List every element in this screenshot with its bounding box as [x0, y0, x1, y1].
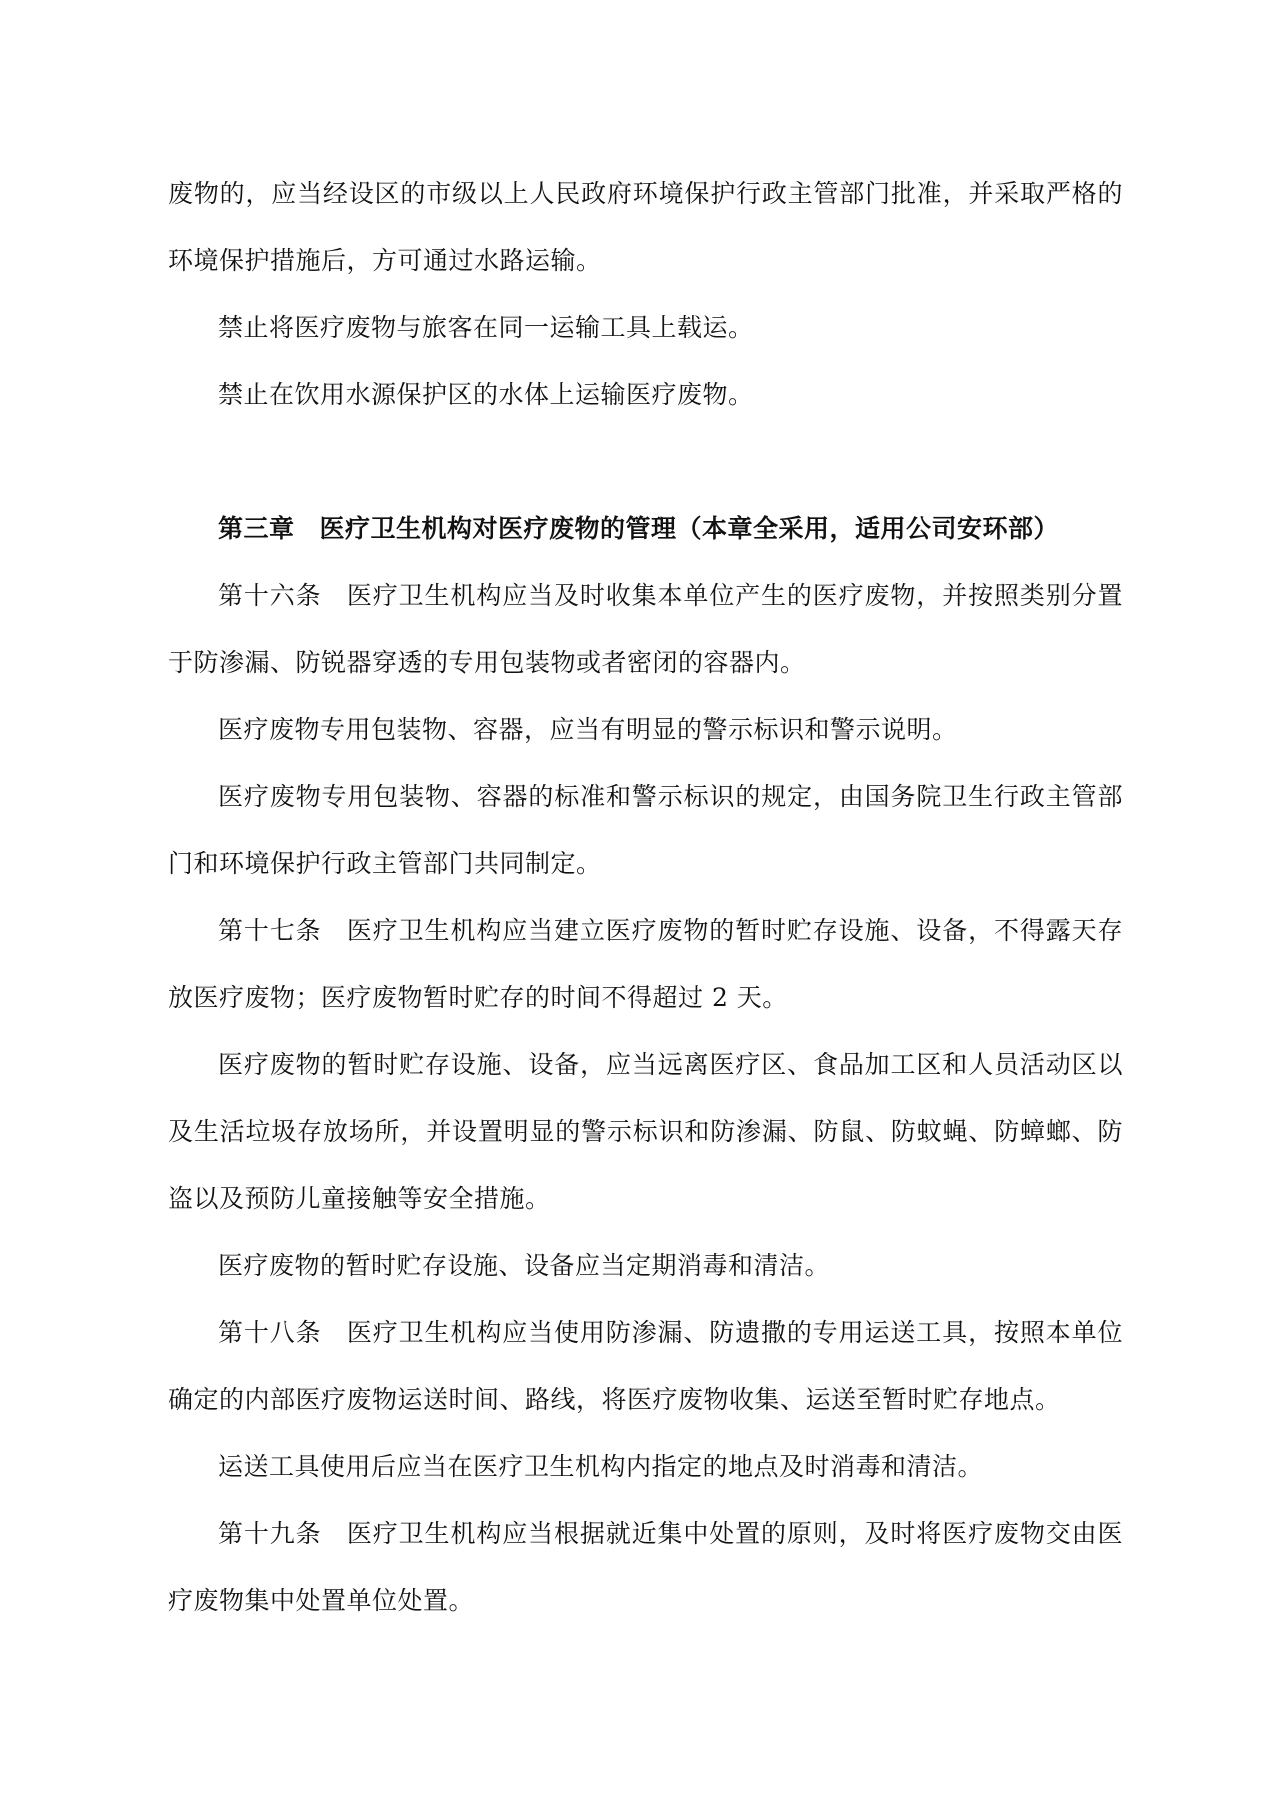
article-17	[168, 897, 1123, 1031]
paragraph: 医疗废物专用包装物、容器，应当有明显的警示标识和警示说明。	[218, 715, 958, 744]
article-19	[168, 1500, 1123, 1634]
article-number: 第十七条	[218, 916, 322, 945]
article-number: 第十六条	[218, 581, 322, 610]
paragraph: 医疗废物专用包装物、容器的标准和警示标识的规定，由国务院卫生行政主管部门和环境保护行政主管部门共同制定。	[168, 782, 1123, 878]
article-number: 第十九条	[218, 1519, 322, 1548]
article-text: 医疗卫生机构应当使用防渗漏、防遗撒的专用运送工具，按照本单位确定的内部医疗废物运送时间、路线，将医疗废物收集、运送至暂时贮存地点。	[168, 1318, 1123, 1414]
paragraph-water-source-ban: 禁止在饮用水源保护区的水体上运输医疗废物。	[218, 380, 754, 409]
chapter-title: 医疗卫生机构对医疗废物的管理（本章全采用，适用公司安环部）	[319, 514, 1060, 543]
article-text: 医疗卫生机构应当根据就近集中处置的原则，及时将医疗废物交由医疗废物集中处置单位处置。	[168, 1519, 1123, 1615]
paragraph-continuation: 废物的，应当经设区的市级以上人民政府环境保护行政主管部门批准，并采取严格的环境保护措施后，方可通过水路运输。	[168, 179, 1123, 275]
article-16	[168, 562, 1123, 696]
document-page	[168, 160, 1123, 1634]
article-number: 第十八条	[218, 1318, 322, 1347]
article-text: 医疗卫生机构应当及时收集本单位产生的医疗废物，并按照类别分置于防渗漏、防锐器穿透的专用包装物或者密闭的容器内。	[168, 581, 1123, 677]
paragraph: 医疗废物的暂时贮存设施、设备应当定期消毒和清洁。	[218, 1251, 831, 1280]
article-text: 医疗卫生机构应当建立医疗废物的暂时贮存设施、设备，不得露天存放医疗废物；医疗废物暂时贮存的时间不得超过 2 天。	[168, 916, 1123, 1012]
paragraph-passenger-ban: 禁止将医疗废物与旅客在同一运输工具上载运。	[218, 313, 754, 342]
chapter-heading	[168, 495, 1123, 562]
paragraph: 运送工具使用后应当在医疗卫生机构内指定的地点及时消毒和清洁。	[218, 1452, 984, 1481]
article-18	[168, 1299, 1123, 1433]
paragraph: 医疗废物的暂时贮存设施、设备，应当远离医疗区、食品加工区和人员活动区以及生活垃圾存放场所，并设置明显的警示标识和防渗漏、防鼠、防蚊蝇、防蟑螂、防盗以及预防儿童接触等安全措施。	[168, 1050, 1123, 1213]
chapter-number: 第三章	[218, 514, 295, 543]
